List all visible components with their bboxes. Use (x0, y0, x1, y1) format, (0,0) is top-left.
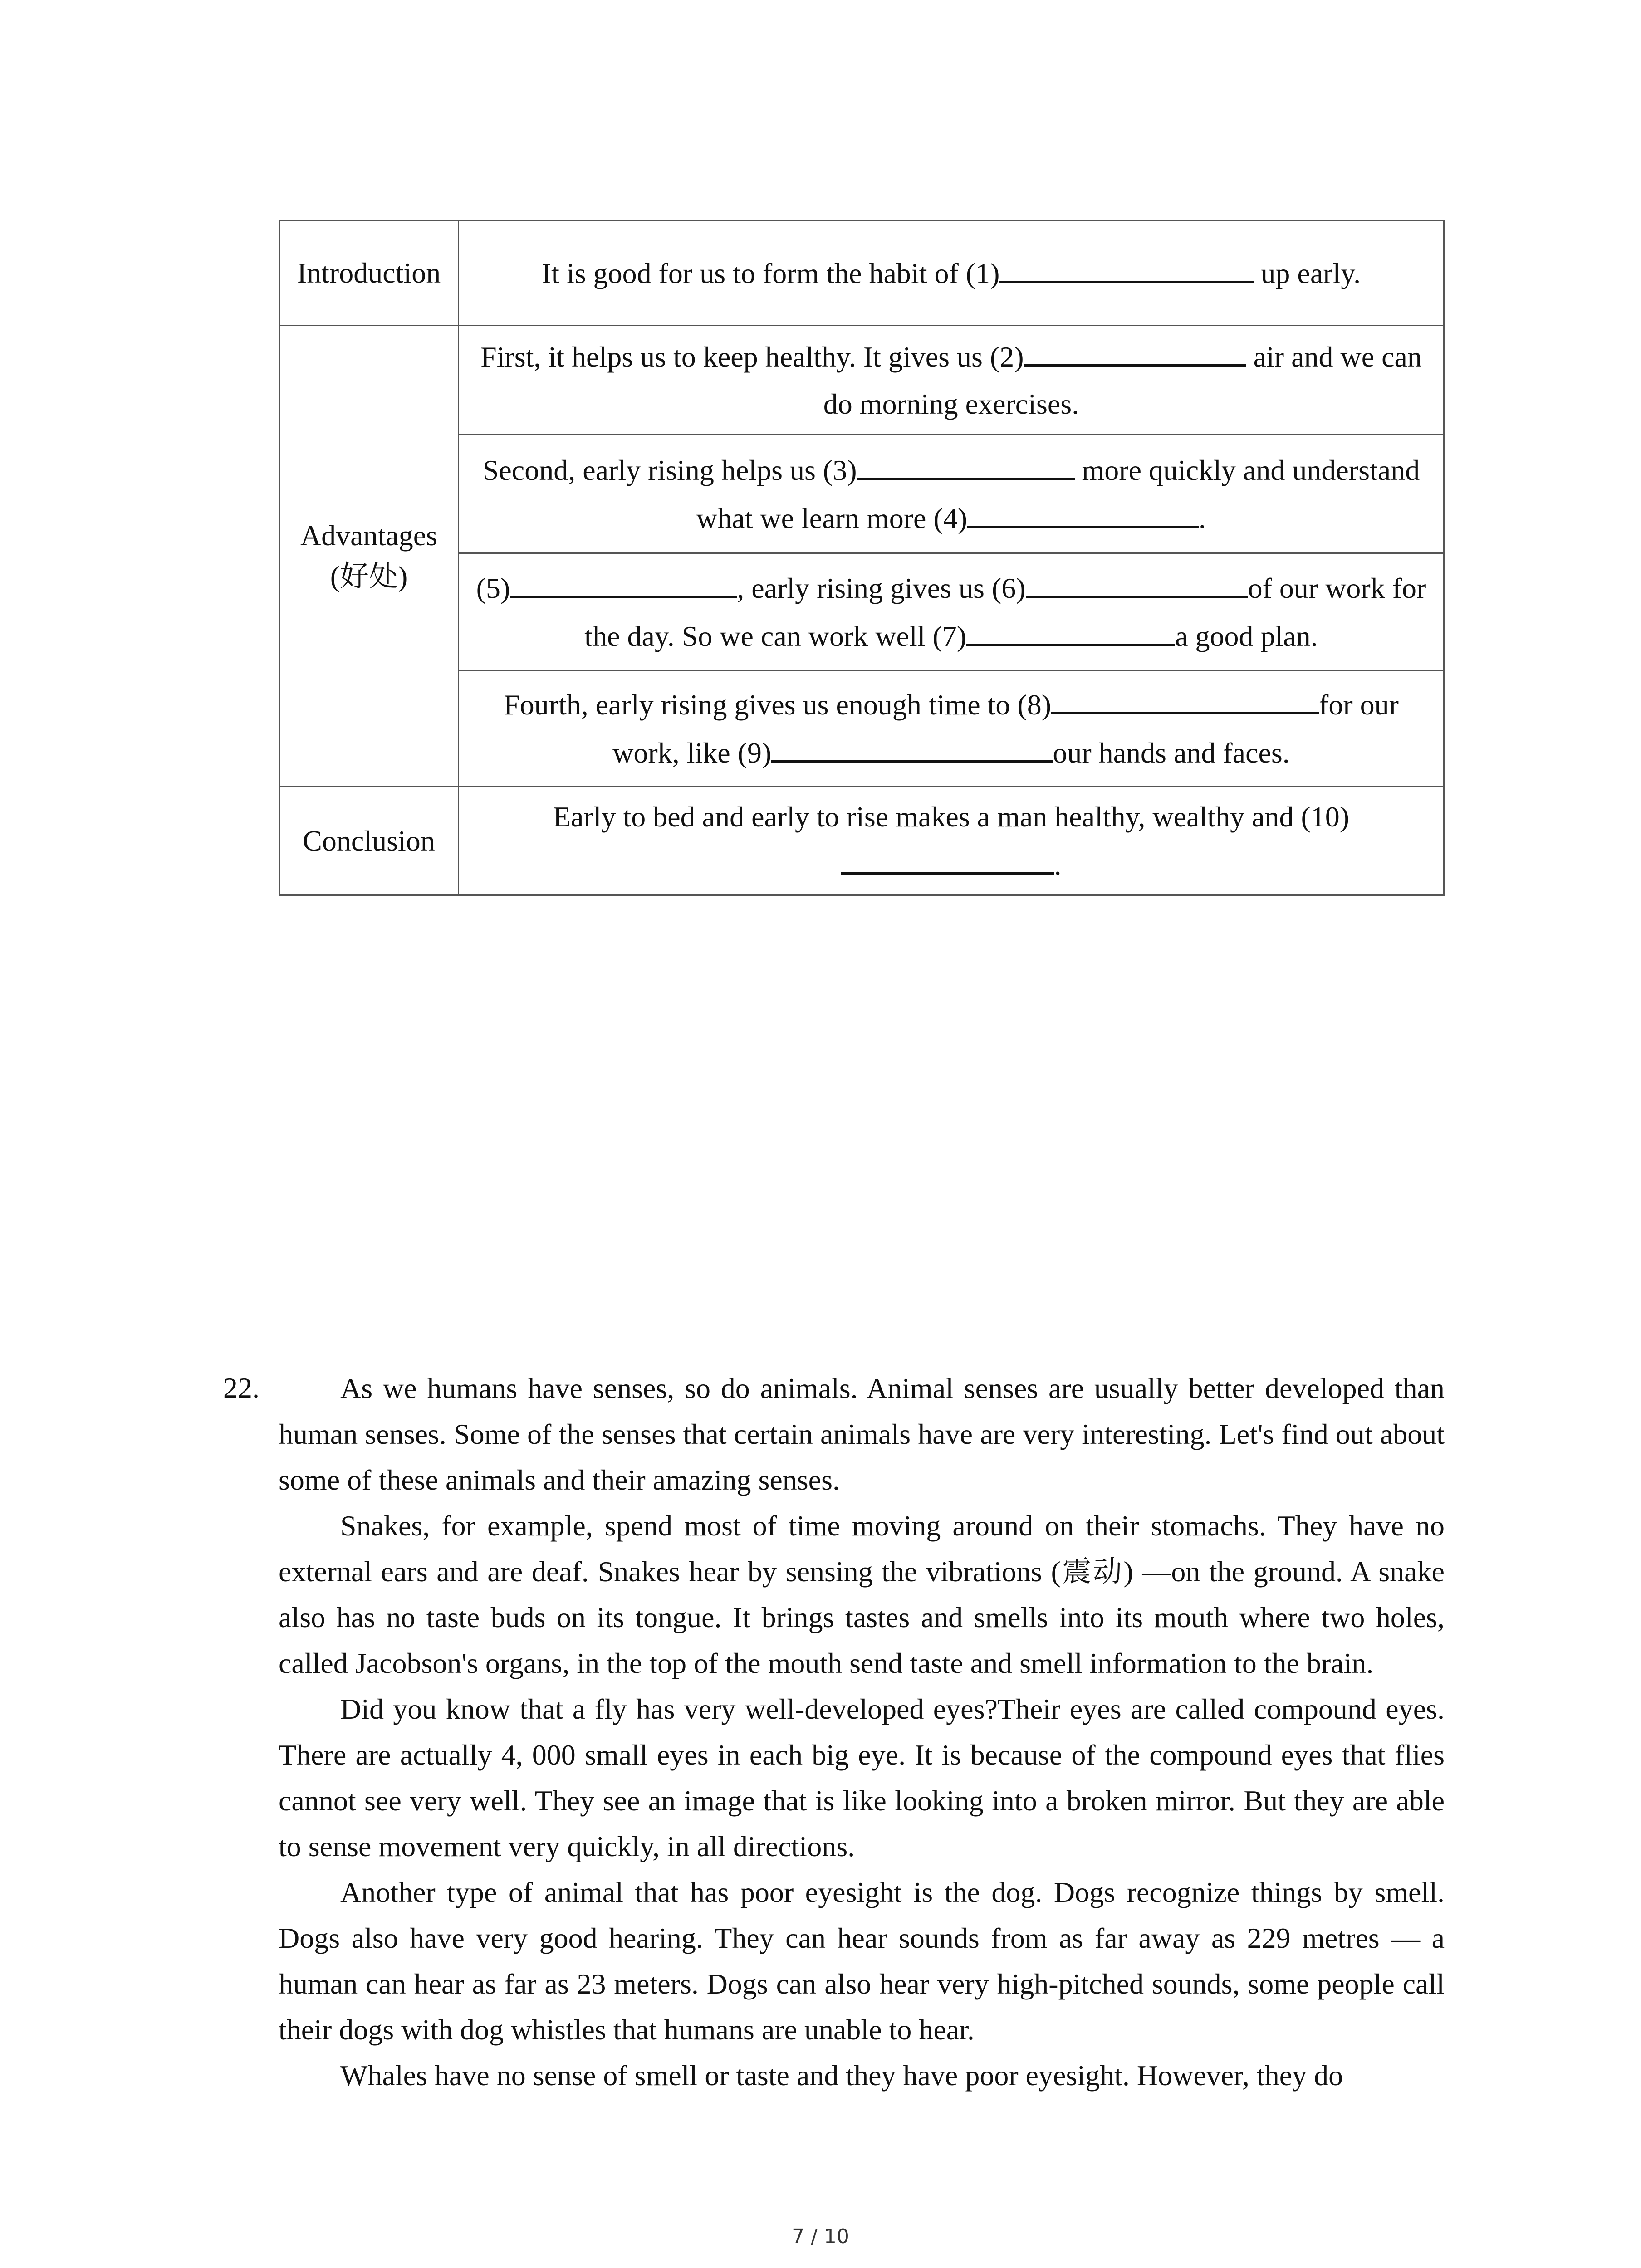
outline-table (279, 220, 1445, 896)
answer-blank-2[interactable] (1024, 332, 1246, 367)
answer-blank-9[interactable] (771, 728, 1053, 763)
passage-paragraph: Snakes, for example, spend most of time moving around on their stomachs. They have no external ears and are deaf. Snakes hear by sensing the vibrations (震动) —on the ground. A snake also has no taste buds on its tongue. It brings tastes and smells into its mouth where two holes, called Jacobson's organs, in the top of the mouth send taste and smell information to the brain. (279, 1510, 1445, 1679)
table-row (279, 220, 1444, 326)
advantage-4-cell: Fourth, early rising gives us enough time to (8) for our work, like (9) our hands and faces. (459, 670, 1444, 787)
passage-paragraph: Whales have no sense of smell or taste and they have poor eyesight. However, they do (340, 2059, 1343, 2092)
passage-paragraph: Another type of animal that has poor eyesight is the dog. Dogs recognize things by smell. Dogs also have very good hearing. They can hear sounds from as far away as 229 metres — a human can hear as far as 23 meters. Dogs can also hear very high-pitched sounds, some people call their dogs with dog whistles that humans are unable to hear. (279, 1876, 1445, 2046)
answer-blank-7[interactable] (966, 612, 1175, 646)
intro-label: Introduction (279, 220, 459, 326)
advantage-2-cell: Second, early rising helps us (3) more quickly and understand what we learn more (4) . (459, 435, 1444, 553)
conclusion-label: Conclusion (279, 787, 459, 895)
intro-cell: It is good for us to form the habit of (1) up early. (459, 220, 1444, 326)
advantages-label: Advantages (好处) (279, 326, 459, 787)
reading-passage (279, 1365, 1445, 2098)
passage-paragraph: Did you know that a fly has very well-developed eyes?Their eyes are called compound eyes. There are actually 4, 000 small eyes in each big eye. It is because of the compound eyes that flies cannot see very well. They see an image that is like looking into a broken mirror. But they are able to sense movement very quickly, in all directions. (279, 1693, 1445, 1862)
question-number: 22. (223, 1372, 260, 1404)
answer-blank-5[interactable] (510, 564, 737, 598)
table-row (279, 787, 1444, 895)
answer-blank-10[interactable] (841, 841, 1054, 875)
page-number: 7 / 10 (792, 2225, 849, 2248)
passage-paragraph: As we humans have senses, so do animals. Animal senses are usually better developed than human senses. Some of the senses that certain animals have are very interesting. Let's find out about some of these animals and their amazing senses. (279, 1372, 1445, 1496)
answer-blank-6[interactable] (1026, 564, 1248, 598)
answer-blank-3[interactable] (857, 446, 1075, 480)
answer-blank-4[interactable] (967, 494, 1199, 528)
conclusion-cell: Early to bed and early to rise makes a man healthy, wealthy and (10) . (459, 787, 1444, 895)
table-row (279, 326, 1444, 435)
advantage-1-cell: First, it helps us to keep healthy. It gives us (2) air and we can do morning exercises. (459, 326, 1444, 435)
answer-blank-8[interactable] (1051, 680, 1319, 714)
answer-blank-1[interactable] (999, 249, 1254, 283)
advantage-3-cell: (5) , early rising gives us (6) of our work for the day. So we can work well (7) a good plan. (459, 553, 1444, 670)
